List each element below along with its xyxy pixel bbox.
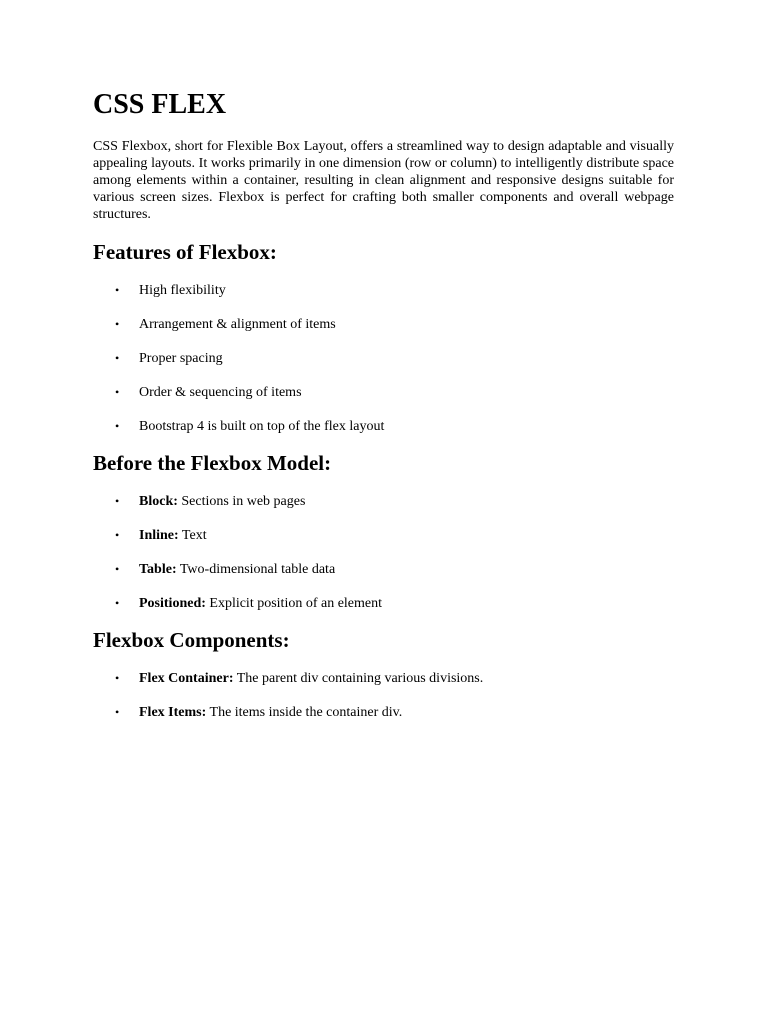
list-item-desc: Text bbox=[178, 528, 207, 543]
document-page bbox=[93, 88, 674, 721]
before-flexbox-heading: Before the Flexbox Model: bbox=[93, 451, 332, 475]
list-item-desc: Sections in web pages bbox=[177, 494, 306, 509]
bullet-icon: • bbox=[115, 705, 120, 719]
list-item-term: Positioned: bbox=[139, 596, 206, 611]
list-item bbox=[93, 350, 674, 367]
bullet-icon: • bbox=[115, 671, 120, 685]
list-item-term: Block: bbox=[139, 494, 178, 509]
bullet-icon: • bbox=[115, 283, 120, 297]
list-item bbox=[93, 595, 674, 612]
before-flexbox-list bbox=[93, 493, 674, 612]
page-title: CSS FLEX bbox=[93, 89, 227, 120]
list-item-term: Inline: bbox=[139, 528, 179, 543]
bullet-icon: • bbox=[115, 385, 120, 399]
list-item bbox=[93, 418, 674, 435]
features-heading: Features of Flexbox: bbox=[93, 240, 277, 264]
list-item bbox=[93, 704, 674, 721]
bullet-icon: • bbox=[115, 596, 120, 610]
features-list bbox=[93, 282, 674, 435]
list-item bbox=[93, 282, 674, 299]
list-item bbox=[93, 493, 674, 510]
bullet-icon: • bbox=[115, 528, 120, 542]
components-heading: Flexbox Components: bbox=[93, 628, 290, 652]
list-item-term: Flex Container: bbox=[139, 671, 234, 686]
list-item bbox=[93, 316, 674, 333]
list-item-desc: Explicit position of an element bbox=[205, 596, 383, 611]
list-item-text: Bootstrap 4 is built on top of the flex layout bbox=[139, 419, 385, 434]
bullet-icon: • bbox=[115, 494, 120, 508]
list-item-text: Order & sequencing of items bbox=[139, 385, 302, 400]
list-item-text: High flexibility bbox=[139, 283, 226, 298]
components-list bbox=[93, 670, 674, 721]
bullet-icon: • bbox=[115, 351, 120, 365]
list-item-desc: The parent div containing various divisions. bbox=[233, 671, 484, 686]
list-item-term: Table: bbox=[139, 562, 177, 577]
list-item-desc: The items inside the container div. bbox=[206, 705, 403, 720]
list-item-desc: Two-dimensional table data bbox=[176, 562, 336, 577]
list-item-text: Proper spacing bbox=[139, 351, 223, 366]
bullet-icon: • bbox=[115, 419, 120, 433]
bullet-icon: • bbox=[115, 317, 120, 331]
list-item bbox=[93, 527, 674, 544]
intro-paragraph: CSS Flexbox, short for Flexible Box Layout, offers a streamlined way to design adaptable and visually appealing layouts. It works primarily in one dimension (row or column) to intelligently distribute space among elements within a container, resulting in clean alignment and responsive designs suitable for various screen sizes. Flexbox is perfect for crafting both smaller components and overall webpage structures. bbox=[93, 139, 674, 222]
list-item bbox=[93, 561, 674, 578]
list-item-text: Arrangement & alignment of items bbox=[139, 317, 336, 332]
list-item bbox=[93, 670, 674, 687]
bullet-icon: • bbox=[115, 562, 120, 576]
list-item bbox=[93, 384, 674, 401]
list-item-term: Flex Items: bbox=[139, 705, 207, 720]
